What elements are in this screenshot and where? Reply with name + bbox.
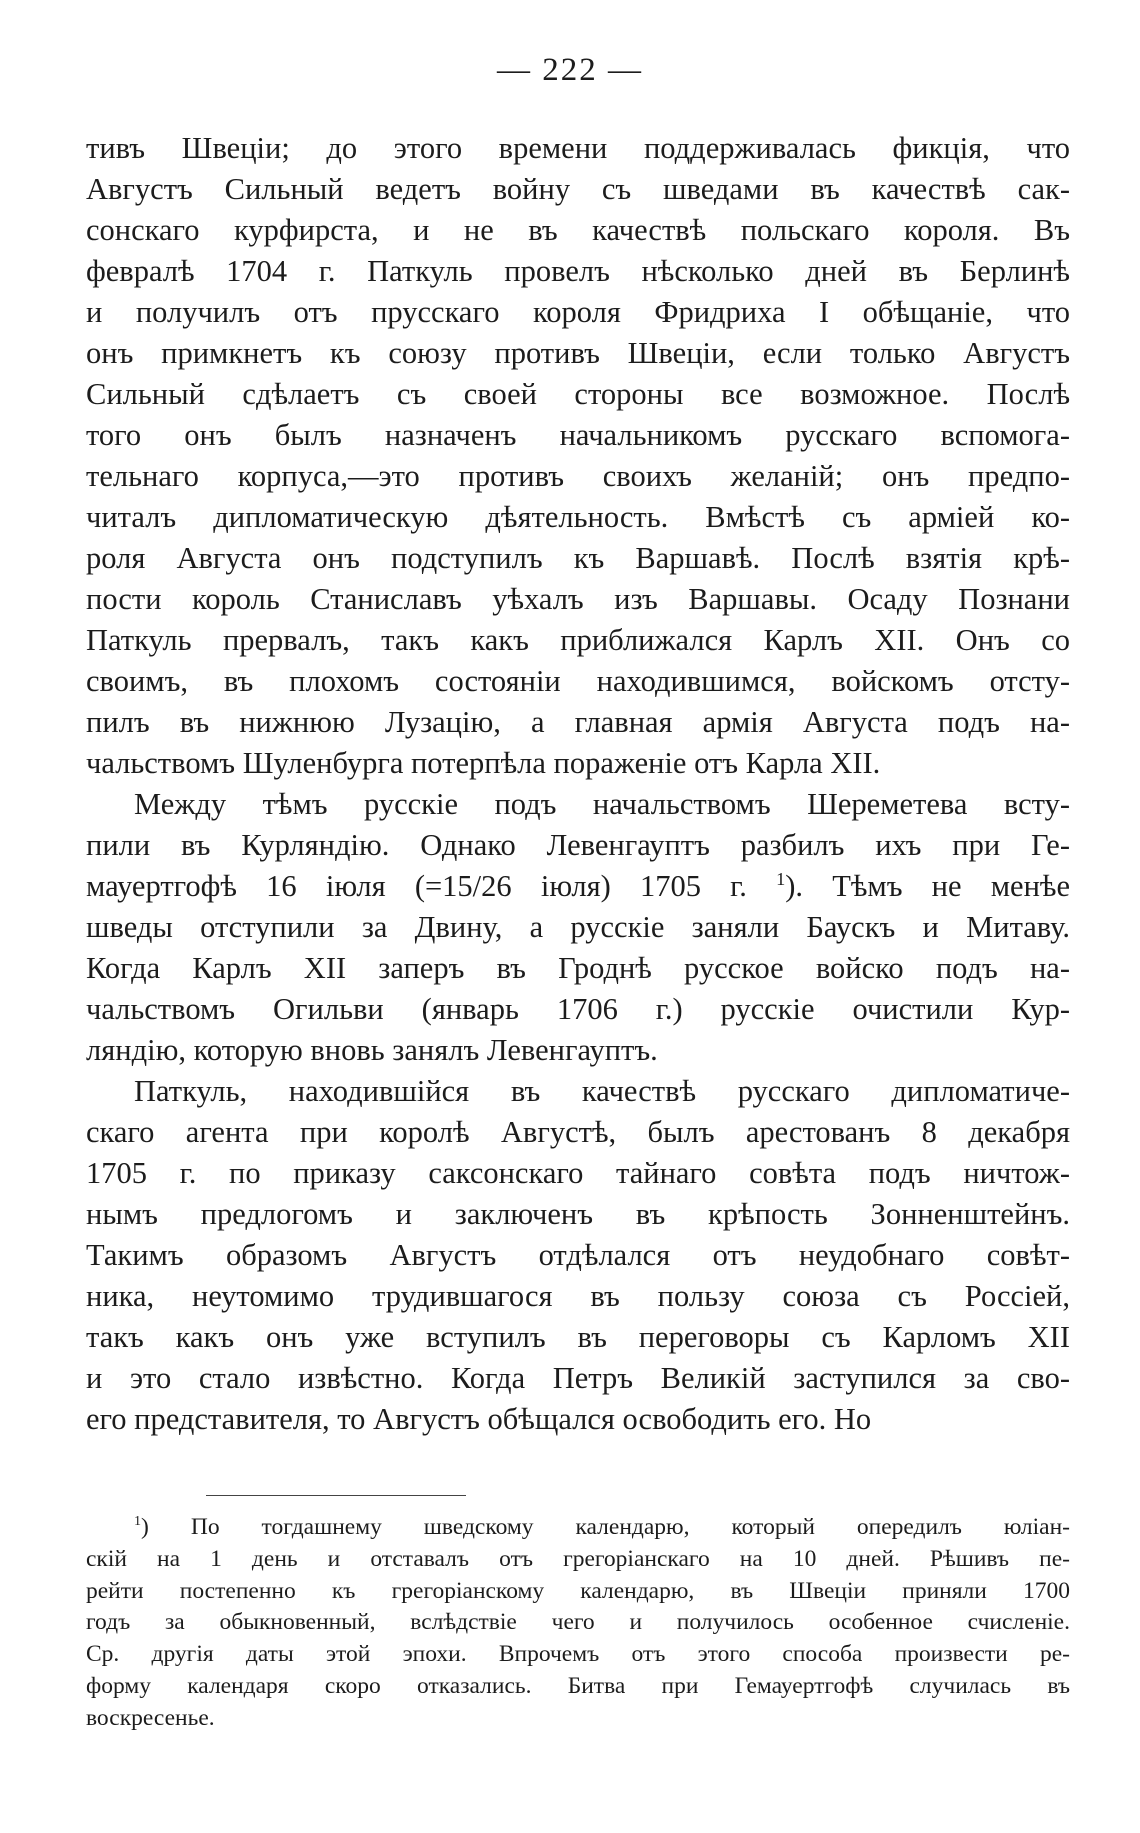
footnote-line [86, 1512, 1070, 1544]
footnote-line: воскресенье. [86, 1704, 215, 1731]
text-line: пилъ въ нижнюю Лузацію, а главная армія Августа подъ на- [86, 705, 1070, 739]
text-line: Сильный сдѣлаетъ съ своей стороны все возможное. Послѣ [86, 377, 1070, 411]
text-line: его представителя, то Августъ обѣщался освободить его. Но [86, 1402, 872, 1436]
footnote-marker: 1 [134, 1513, 142, 1530]
text-line: 1705 г. по приказу саксонскаго тайнаго совѣта подъ ничтож- [86, 1156, 1070, 1190]
text-line: скаго агента при королѣ Августѣ, былъ арестованъ 8 декабря [86, 1115, 1070, 1149]
text-line: Паткуль, находившійся въ качествѣ русскаго дипломатиче- [134, 1074, 1070, 1108]
text-segment: ). Тѣмъ не менѣе [785, 869, 1070, 903]
text-segment: ) По тогдашнему шведскому календарю, который опередилъ юліан- [141, 1514, 1070, 1540]
text-line [86, 866, 1070, 907]
main-text [86, 128, 1070, 1440]
text-line: шведы отступили за Двину, а русскіе заняли Баускъ и Митаву. [86, 910, 1070, 944]
text-line: пили въ Курляндію. Однако Левенгауптъ разбилъ ихъ при Ге- [86, 828, 1070, 862]
text-line: онъ примкнетъ къ союзу противъ Швеціи, если только Августъ [86, 336, 1070, 370]
text-line: роля Августа онъ подступилъ къ Варшавѣ. Послѣ взятія крѣ- [86, 541, 1070, 575]
text-line: Между тѣмъ русскіе подъ начальствомъ Шереметева всту- [134, 787, 1070, 821]
footnote-line: форму календаря скоро отказались. Битва при Гемауертгофѣ случилась въ [86, 1672, 1070, 1699]
text-line: такъ какъ онъ уже вступилъ въ переговоры съ Карломъ XII [86, 1320, 1070, 1354]
text-line: сонскаго курфирста, и не въ качествѣ польскаго короля. Въ [86, 213, 1070, 247]
text-line: пости король Станиславъ уѣхалъ изъ Варшавы. Осаду Познани [86, 582, 1070, 616]
text-line: ника, неутомимо трудившагося въ пользу союза съ Россіей, [86, 1279, 1070, 1313]
text-line: чальствомъ Шуленбурга потерпѣла пораженіе отъ Карла XII. [86, 746, 881, 780]
text-line: ляндію, которую вновь занялъ Левенгауптъ. [86, 1033, 658, 1067]
text-line: и это стало извѣстно. Когда Петръ Великій заступился за сво- [86, 1361, 1070, 1395]
footnote-line: скій на 1 день и отставалъ отъ грегоріанскаго на 10 дней. Рѣшивъ пе- [86, 1545, 1070, 1572]
text-line: того онъ былъ назначенъ начальникомъ русскаго вспомога- [86, 418, 1070, 452]
text-line: Когда Карлъ XII заперъ въ Гроднѣ русское войско подъ на- [86, 951, 1070, 985]
text-line: тивъ Швеціи; до этого времени поддерживалась фикція, что [86, 131, 1070, 165]
page-number: — 222 — [497, 52, 643, 88]
text-line: чальствомъ Огильви (январь 1706 г.) русскіе очистили Кур- [86, 992, 1070, 1026]
text-line: февралѣ 1704 г. Паткуль провелъ нѣсколько дней въ Берлинѣ [86, 254, 1070, 288]
text-line: Паткуль прервалъ, такъ какъ приближался Карлъ XII. Онъ со [86, 623, 1070, 657]
text-segment: мауертгофѣ 16 іюля (=15/26 іюля) 1705 г. [86, 869, 777, 903]
footnote-line: годъ за обыкновенный, вслѣдствіе чего и получилось особенное счисленіе. [86, 1609, 1070, 1636]
text-line: тельнаго корпуса,—это противъ своихъ желаній; онъ предпо- [86, 459, 1070, 493]
text-line: своимъ, въ плохомъ состояніи находившимся, войскомъ отсту- [86, 664, 1070, 698]
text-line: нымъ предлогомъ и заключенъ въ крѣпость Зонненштейнъ. [86, 1197, 1070, 1231]
text-line: Такимъ образомъ Августъ отдѣлался отъ неудобнаго совѣт- [86, 1238, 1070, 1272]
footnote-line: Ср. другія даты этой эпохи. Впрочемъ отъ этого способа произвести ре- [86, 1641, 1070, 1668]
text-line: Августъ Сильный ведетъ войну съ шведами въ качествѣ сак- [86, 172, 1070, 206]
footnote-divider [206, 1495, 466, 1496]
footnote-line: рейти постепенно къ грегоріанскому календарю, въ Швеціи приняли 1700 [86, 1577, 1070, 1604]
text-line: и получилъ отъ прусскаго короля Фридриха I обѣщаніе, что [86, 295, 1070, 329]
footnote-reference[interactable]: 1 [776, 868, 786, 889]
text-line: читалъ дипломатическую дѣятельность. Вмѣстѣ съ арміей ко- [86, 500, 1070, 534]
footnote [86, 1512, 1070, 1735]
